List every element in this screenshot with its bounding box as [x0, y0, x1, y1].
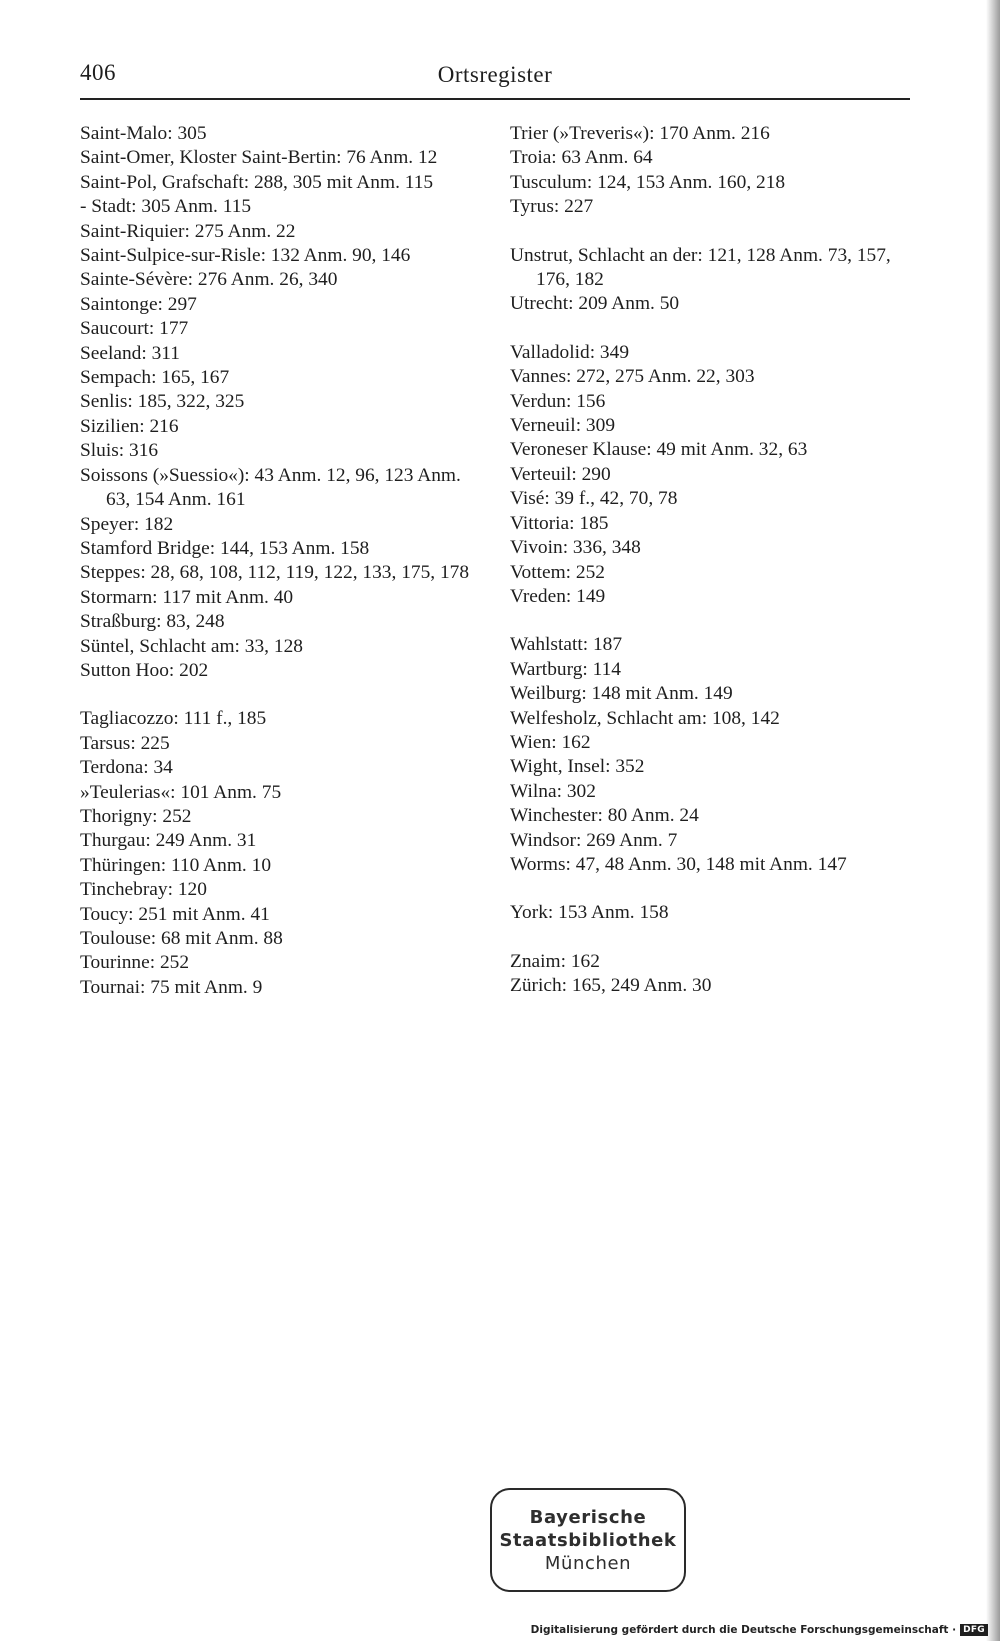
- index-entry: Thorigny: 252: [80, 805, 192, 827]
- index-entry: Straßburg: 83, 248: [80, 611, 225, 633]
- index-entry: Weilburg: 148 mit Anm. 149: [510, 683, 733, 705]
- index-entry: Saintonge: 297: [80, 293, 197, 315]
- index-entry: Windsor: 269 Anm. 7: [510, 829, 678, 851]
- index-entry: Wight, Insel: 352: [510, 756, 645, 778]
- index-entry: Vittoria: 185: [510, 512, 609, 534]
- index-entry: Veroneser Klause: 49 mit Anm. 32, 63: [510, 439, 808, 461]
- index-entry: Vivoin: 336, 348: [510, 537, 641, 559]
- index-entry: Zürich: 165, 249 Anm. 30: [510, 975, 712, 997]
- index-entry: Wartburg: 114: [510, 658, 621, 680]
- index-entry: Saint-Malo: 305: [80, 123, 207, 144]
- index-entry: Trier (»Treveris«): 170 Anm. 216: [510, 123, 770, 144]
- index-entry: Thüringen: 110 Anm. 10: [80, 854, 272, 876]
- dfg-logo: DFG: [960, 1624, 988, 1636]
- index-entry: Tinchebray: 120: [80, 879, 207, 901]
- index-entry: Tusculum: 124, 153 Anm. 160, 218: [510, 171, 786, 193]
- index-entry: Sainte-Sévère: 276 Anm. 26, 340: [80, 269, 338, 291]
- index-entry: Wien: 162: [510, 731, 591, 753]
- index-entry: Winchester: 80 Anm. 24: [510, 805, 699, 827]
- index-column-left: [80, 122, 485, 1000]
- index-entry: Speyer: 182: [80, 513, 174, 535]
- index-entry: Stormarn: 117 mit Anm. 40: [80, 586, 294, 608]
- index-entry: Verneuil: 309: [510, 415, 616, 437]
- index-entry: Sutton Hoo: 202: [80, 659, 209, 681]
- index-entry: Sempach: 165, 167: [80, 367, 230, 389]
- stamp-line-2: Staatsbibliothek: [499, 1529, 677, 1551]
- index-entry: Toucy: 251 mit Anm. 41: [80, 903, 270, 925]
- index-entry: Süntel, Schlacht am: 33, 128: [80, 635, 303, 657]
- index-entry: Troia: 63 Anm. 64: [510, 147, 653, 169]
- index-entry: Utrecht: 209 Anm. 50: [510, 293, 680, 315]
- index-entry: Seeland: 311: [80, 342, 180, 364]
- page-number: 406: [80, 60, 116, 85]
- index-entry: - Stadt: 305 Anm. 115: [80, 196, 252, 218]
- section-gap: [510, 317, 915, 341]
- index-entry: Saucourt: 177: [80, 318, 189, 340]
- running-title: Ortsregister: [437, 62, 553, 87]
- index-entry: Stamford Bridge: 144, 153 Anm. 158: [80, 537, 370, 559]
- index-entry: Toulouse: 68 mit Anm. 88: [80, 928, 283, 949]
- index-entry: Visé: 39 f., 42, 70, 78: [510, 488, 678, 510]
- index-entry: Vottem: 252: [510, 561, 605, 583]
- index-entry: Terdona: 34: [80, 757, 173, 779]
- section-gap: [510, 877, 915, 901]
- index-entry: Worms: 47, 48 Anm. 30, 148 mit Anm. 147: [510, 853, 847, 875]
- index-entry: Saint-Sulpice-sur-Risle: 132 Anm. 90, 146: [80, 245, 411, 267]
- index-entry: Verteuil: 290: [510, 463, 611, 485]
- section-gap: [510, 220, 915, 244]
- index-entry: »Teulerias«: 101 Anm. 75: [80, 781, 282, 803]
- index-entry: Sluis: 316: [80, 440, 159, 462]
- index-entry: Wilna: 302: [510, 780, 596, 802]
- library-stamp: [490, 1488, 686, 1592]
- index-entry: Senlis: 185, 322, 325: [80, 391, 245, 413]
- index-entry: Steppes: 28, 68, 108, 112, 119, 122, 133, 175, 178: [80, 562, 470, 584]
- index-entry: Tournai: 75 mit Anm. 9: [80, 976, 263, 998]
- index-column-right: [510, 122, 915, 999]
- index-entry: Unstrut, Schlacht an der: 121, 128 Anm. 73, 157, 176, 182: [510, 244, 891, 291]
- index-entry: Welfesholz, Schlacht am: 108, 142: [510, 707, 780, 729]
- footer-text: Digitalisierung gefördert durch die Deutsche Forschungsgemeinschaft ·: [530, 1624, 957, 1636]
- index-entry: Tagliacozzo: 111 f., 185: [80, 708, 267, 730]
- index-entry: Tarsus: 225: [80, 732, 170, 754]
- section-gap: [80, 683, 485, 707]
- index-entry: Thurgau: 249 Anm. 31: [80, 830, 257, 852]
- index-entry: Sizilien: 216: [80, 415, 179, 437]
- index-entry: Vreden: 149: [510, 585, 606, 607]
- stamp-line-1: Bayerische: [529, 1506, 647, 1528]
- page-header: [80, 60, 910, 100]
- index-entry: Tyrus: 227: [510, 196, 594, 218]
- index-entry: Saint-Pol, Grafschaft: 288, 305 mit Anm. 115: [80, 171, 434, 193]
- index-entry: Znaim: 162: [510, 950, 600, 972]
- index-entry: Wahlstatt: 187: [510, 634, 623, 656]
- section-gap: [510, 926, 915, 950]
- header-rule: [80, 98, 910, 100]
- index-entry: Soissons (»Suessio«): 43 Anm. 12, 96, 123 Anm. 63, 154 Anm. 161: [80, 464, 461, 511]
- stamp-line-3: München: [544, 1552, 632, 1574]
- index-entry: Verdun: 156: [510, 390, 606, 412]
- index-entry: York: 153 Anm. 158: [510, 902, 669, 924]
- section-gap: [510, 609, 915, 633]
- index-entry: Tourinne: 252: [80, 952, 190, 974]
- index-entry: Vannes: 272, 275 Anm. 22, 303: [510, 366, 755, 388]
- page-edge-shadow: [986, 0, 1000, 1641]
- index-entry: Saint-Riquier: 275 Anm. 22: [80, 220, 296, 242]
- index-entry: Valladolid: 349: [510, 341, 630, 363]
- digitization-footer: [531, 1621, 988, 1639]
- index-entry: Saint-Omer, Kloster Saint-Bertin: 76 Anm. 12: [80, 147, 438, 169]
